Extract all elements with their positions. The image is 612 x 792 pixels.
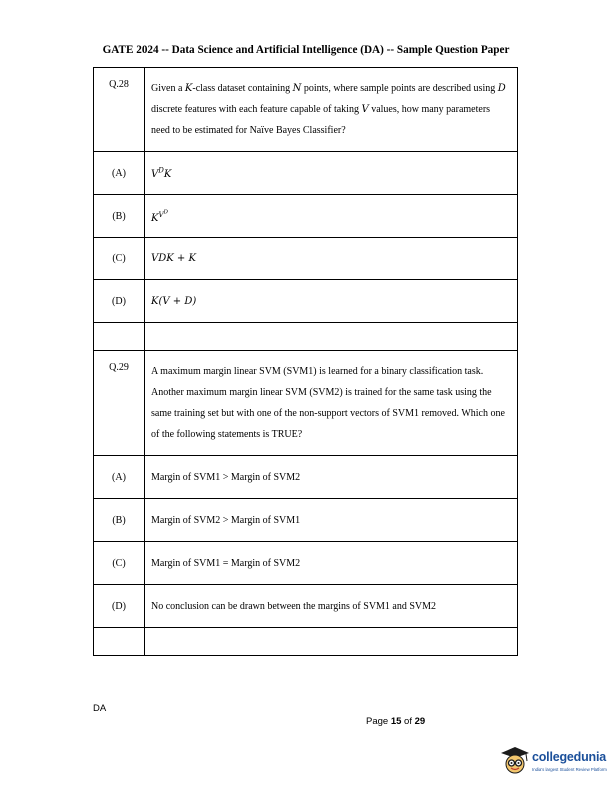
question-text-q28: Given a K-class dataset containing N points, where sample points are described using D discrete features with each feature capable of taking V values, how many parameters need to be estimated for Naïve Bayes Classifier? (145, 68, 518, 152)
option-text: Margin of SVM2 > Margin of SVM1 (145, 499, 518, 542)
option-row (94, 542, 518, 585)
option-label: (D) (94, 585, 145, 628)
logo-wordmark: collegedunia (532, 750, 607, 764)
question-row-q28 (94, 68, 518, 152)
option-a-formula: $V^DK$ (145, 152, 518, 195)
collegedunia-logo (500, 745, 610, 785)
question-row-q29 (94, 351, 518, 456)
page-header-title: GATE 2024 -- Data Science and Artificial Intelligence (DA) -- Sample Question Paper (102, 44, 510, 56)
option-text: No conclusion can be drawn between the margins of SVM1 and SVM2 (145, 585, 518, 628)
option-label: (A) (94, 152, 145, 195)
spacer-row (94, 628, 518, 656)
mascot-icon (500, 745, 530, 775)
option-label: (A) (94, 456, 145, 499)
question-text-q29: A maximum margin linear SVM (SVM1) is learned for a binary classification task. Another maximum margin linear SVM (SVM2) is trained for the same task using the same training set but with one of the non-support vectors of SVM1 removed. Which one of the following statements is TRUE? (145, 351, 518, 456)
option-row (94, 585, 518, 628)
question-number: Q.29 (94, 351, 145, 456)
option-label: (C) (94, 238, 145, 280)
option-row (94, 152, 518, 195)
option-label: (D) (94, 280, 145, 323)
logo-tagline: India's largest Student Review Platform (532, 767, 607, 772)
option-b-formula: $K^{V^D}$ (145, 195, 518, 238)
option-row (94, 195, 518, 238)
option-d-formula: K(V + D) (145, 280, 518, 323)
option-label: (B) (94, 499, 145, 542)
option-row (94, 456, 518, 499)
option-row (94, 499, 518, 542)
option-row (94, 238, 518, 280)
question-number: Q.28 (94, 68, 145, 152)
option-label: (B) (94, 195, 145, 238)
footer-subject-code: DA (93, 703, 107, 714)
option-row (94, 280, 518, 323)
page-number: Page 15 of 29 (366, 716, 426, 727)
option-c-formula: VDK + K (145, 238, 518, 280)
option-text: Margin of SVM1 > Margin of SVM2 (145, 456, 518, 499)
option-label: (C) (94, 542, 145, 585)
spacer-row (94, 323, 518, 351)
question-table (93, 67, 518, 656)
option-text: Margin of SVM1 = Margin of SVM2 (145, 542, 518, 585)
